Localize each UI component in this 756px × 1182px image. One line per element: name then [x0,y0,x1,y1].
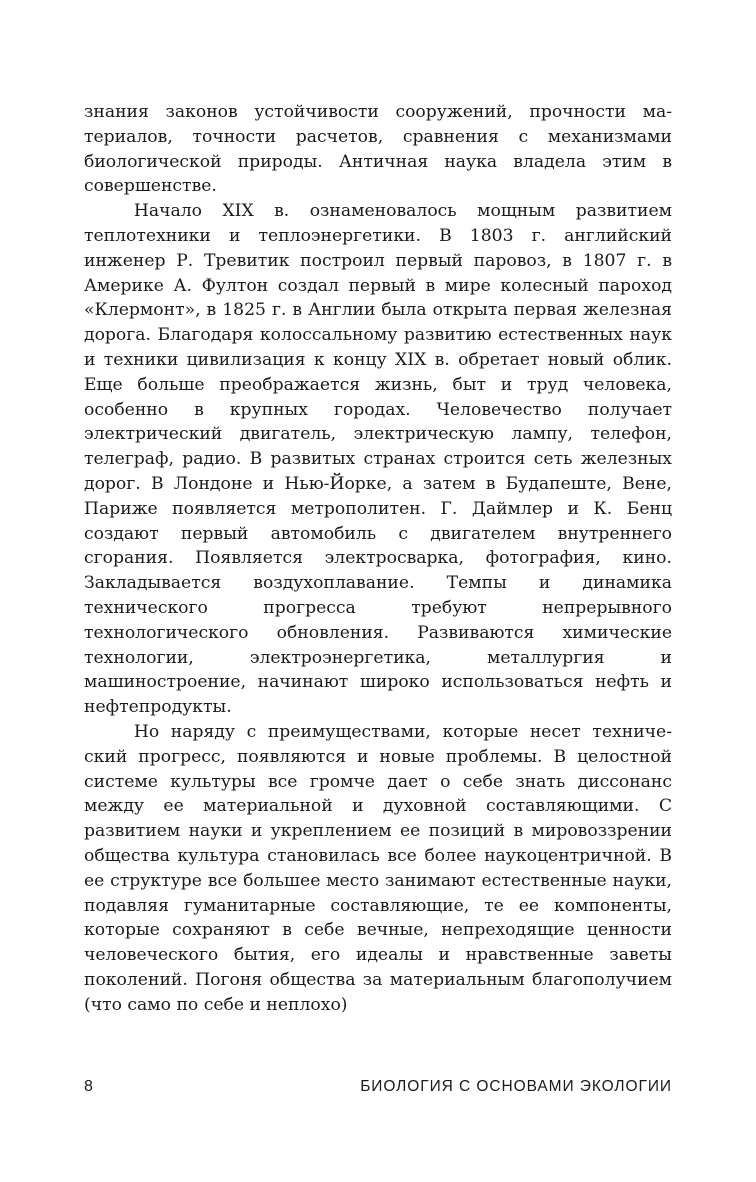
running-title: БИОЛОГИЯ С ОСНОВАМИ ЭКОЛОГИИ [360,1078,672,1095]
paragraph-1: знания законов устойчивости сооружений, прочности материалов, точности расчетов, сравнения с механизмами биологической природы. Античная наука владела этим в совершенстве. [84,102,672,197]
page-body [84,100,672,1017]
page-number: 8 [84,1078,93,1095]
page-footer [84,1078,672,1096]
paragraph-2: Начало XIX в. ознаменовалось мощным развитием теплотехники и теплоэнергетики. В 1803 г. английский инженер Р. Тревитик построил первый паровоз, в 1807 г. в Америке А. Фултон создал первый в мире колесный пароход «Клермонт», в 1825 г. в Англии была открыта первая железная дорога. Благодаря колоссальному развитию естественных наук и техники цивилизация к концу XIX в. обретает новый облик. Еще больше преображается жизнь, быт и труд человека, особенно в крупных городах. Человечество получает электрический двигатель, электрическую лампу, телефон, телеграф, радио. В развитых странах строится сеть железных дорог. В Лондоне и Нью-Йорке, а затем в Будапеште, Вене, Париже появляется метрополитен. Г. Даймлер и К. Бенц создают первый автомобиль с двигателем внутреннего сгорания. Появляется электросварка, фотография, кино. Закладывается воздухоплавание. Темпы и динамика технического прогресса требуют непрерывного технологического обновления. Развиваются химические технологии, электроэнергетика, металлургия и машиностроение, начинают широко использоваться нефть и нефтепродукты. [84,201,672,718]
paragraph-3: Но наряду с преимуществами, которые несет технический прогресс, появляются и новые проблемы. В целостной системе культуры все громче дает о себе знать диссонанс между ее материальной и духовной составляющими. С развитием науки и укреплением ее позиций в мировоззрении общества культура становилась все более наукоцентричной. В ее структуре все большее место занимают естественные науки, подавляя гуманитарные составляющие, те ее компоненты, которые сохраняют в себе вечные, непреходящие ценности человеческого бытия, его идеалы и нравственные заветы поколений. Погоня общества за материальным благополучием (что само по себе и неплохо) [84,721,672,1015]
